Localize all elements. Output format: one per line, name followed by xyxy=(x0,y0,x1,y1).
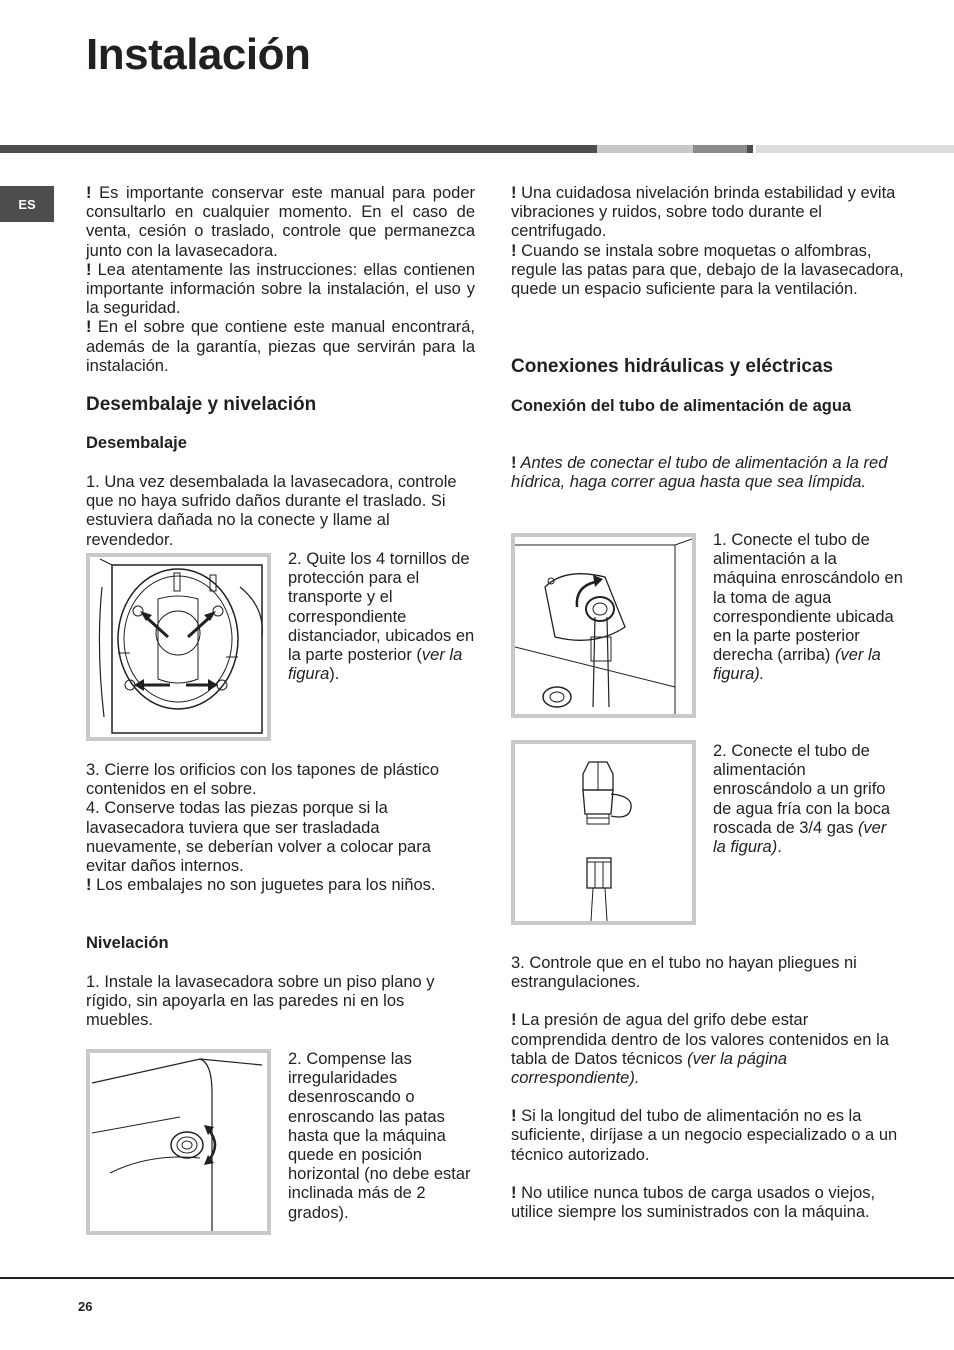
connect-step-2: 2. Conecte el tubo de alimentación enroscándolo a un grifo de agua fría con la boca roscada de 3/4 gas (ver la figura). xyxy=(713,742,891,857)
carpet-note: ! Cuando se instala sobre moquetas o alfombras, regule las patas para que, debajo de la lavasecadora, quede un espacio suficiente para la ventilación. xyxy=(511,241,904,299)
level-step-1: 1. Instale la lavasecadora sobre un piso plano y rígido, sin apoyarla en las paredes ni en los muebles. xyxy=(86,973,435,1030)
subsection-title-level: Nivelación xyxy=(86,934,169,952)
unpack-step-1: 1. Una vez desembalada la lavasecadora, controle que no haya sufrido daños durante el traslado. Si estuviera dañada no la conecte y llame al revendedor. xyxy=(86,473,457,549)
spacer xyxy=(511,992,906,1011)
unpack-steps-3-4 xyxy=(86,761,475,895)
section-title-connections: Conexiones hidráulicas y eléctricas xyxy=(511,356,834,377)
figure-tap-connector xyxy=(511,740,696,925)
unpack-step-4: 4. Conserve todas las piezas porque si la lavasecadora tuviera que ser trasladada nuevamente, se deberían volver a colocar para evitar daños internos. xyxy=(86,799,431,876)
header-bar-faint xyxy=(756,145,954,153)
leveling-foot-illustration xyxy=(90,1053,267,1231)
footer-rule xyxy=(0,1277,954,1279)
page-number: 26 xyxy=(78,1299,93,1314)
figure-rear-screws xyxy=(86,553,271,741)
figure-leveling-foot xyxy=(86,1049,271,1235)
unpack-step-2: 2. Quite los 4 tornillos de protección para el transporte y el correspondiente distanciador, ubicados en la parte posterior (ver la figura). xyxy=(288,550,475,684)
packaging-warning: ! Los embalajes no son juguetes para los niños. xyxy=(86,876,436,895)
leveling-note: ! Una cuidadosa nivelación brinda estabilidad y evita vibraciones y ruidos, sobre todo durante el centrifugado. xyxy=(511,184,896,241)
intro-paragraph: ! Es importante conservar este manual para poder consultarlo en cualquier momento. En el caso de venta, cesión o traslado, controle que permanezca junto con la lavasecadora. xyxy=(86,184,475,260)
figure-machine-inlet xyxy=(511,533,696,718)
right-intro xyxy=(511,184,906,299)
pressure-note: ! La presión de agua del grifo debe estar comprendida dentro de los valores contenidos en la tabla de Datos técnicos (ver la página correspondiente). xyxy=(511,1011,889,1088)
right-notes xyxy=(511,954,906,1222)
subsection-title-unpack: Desembalaje xyxy=(86,434,187,452)
header-bar-mid xyxy=(693,145,747,153)
spacer xyxy=(511,1088,906,1107)
washer-rear-illustration xyxy=(90,557,267,737)
left-intro xyxy=(86,184,475,376)
header-bar-light xyxy=(597,145,693,153)
page-title: Instalación xyxy=(86,30,311,79)
level-step-2: 2. Compense las irregularidades desenroscando o enroscando las patas hasta que la máquina quede en posición horizontal (no debe estar inclinada más de 2 grados). xyxy=(288,1050,471,1222)
machine-inlet-illustration xyxy=(515,537,692,714)
header-bar-marker xyxy=(747,145,753,153)
used-hose-note: ! No utilice nunca tubos de carga usados o viejos, utilice siempre los suministrados con la máquina. xyxy=(511,1183,876,1222)
language-tab: ES xyxy=(0,186,54,222)
subsection-title-water-hose: Conexión del tubo de alimentación de agua xyxy=(511,397,852,415)
intro-paragraph: ! Lea atentamente las instrucciones: ellas contienen importante información sobre la instalación, el uso y la seguridad. xyxy=(86,260,475,318)
connect-step-1: 1. Conecte el tubo de alimentación a la máquina enroscándolo en la toma de agua correspondiente ubicada en la parte posterior derecha (arriba) (ver la figura). xyxy=(713,531,903,684)
connect-step-3: 3. Controle que en el tubo no hayan pliegues ni estrangulaciones. xyxy=(511,954,857,992)
flush-warning: ! Antes de conectar el tubo de alimentación a la red hídrica, haga correr agua hasta que sea límpida. xyxy=(511,454,888,492)
intro-paragraph: ! En el sobre que contiene este manual encontrará, además de la garantía, piezas que servirán para la instalación. xyxy=(86,318,475,375)
hose-length-note: ! Si la longitud del tubo de alimentación no es la suficiente, diríjase a un negocio especializado o a un técnico autorizado. xyxy=(511,1107,898,1164)
header-bar-dark xyxy=(0,145,597,153)
section-title-unpack-level: Desembalaje y nivelación xyxy=(86,394,317,415)
unpack-step-3: 3. Cierre los orificios con los tapones de plástico contenidos en el sobre. xyxy=(86,761,440,799)
spacer xyxy=(511,1165,906,1184)
tap-connector-illustration xyxy=(515,744,692,921)
